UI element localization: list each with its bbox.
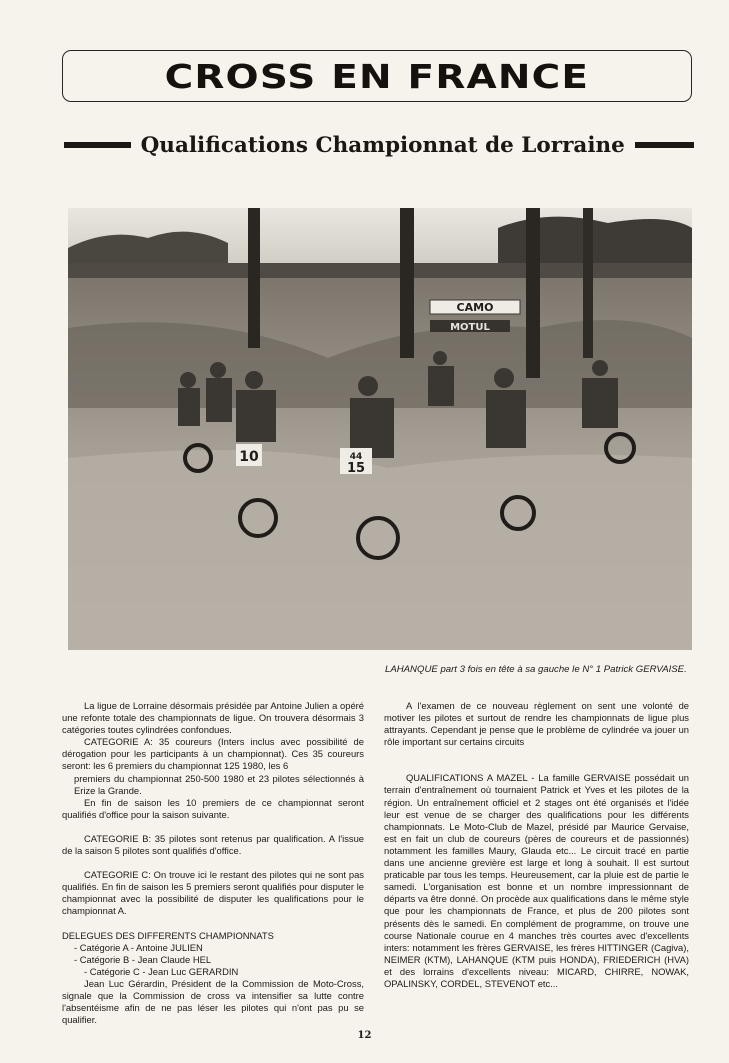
intro-paragraph: La ligue de Lorraine désormais présidée par Antoine Julien a opéré une refonte totale des championnats de ligue. On trouvera désormais 3 catégories toutes cylindrées confondues. [62, 700, 364, 736]
left-column [62, 700, 364, 1026]
subtitle-row [64, 128, 694, 162]
category-c-paragraph: CATEGORIE C: On trouve ici le restant des pilotes qui ne sont pas qualifiés. En fin de saison les 5 premiers seront qualifiés pour disputer le championnat avec la possibilité de disputer les qualifications pour le championnat A. [62, 869, 364, 917]
banner-camo: CAMO [456, 301, 494, 314]
category-a-paragraph: CATEGORIE A: 35 coureurs (Inters inclus avec possibilité de dérogation pour les participants à un championnat). Ces 35 coureurs seront: les 6 premiers du championnat 125 1980, les 6 [62, 736, 364, 772]
banner-motul: MOTUL [450, 322, 490, 333]
motocross-photo [68, 208, 692, 650]
closing-paragraph: Jean Luc Gérardin, Président de la Commission de Moto-Cross, signale que la Commission de cross va intensifier sa lutte contre l'absentéisme afin de ne pas léser les pilotes qui n'ont pas pu se qualifier. [62, 977, 364, 1026]
bib-number-2: 15 [346, 461, 366, 476]
photo-illustration [68, 208, 692, 650]
photo-caption: LAHANQUE part 3 fois en tête à sa gauche le N° 1 Patrick GERVAISE. [385, 664, 687, 675]
page-number: 12 [357, 1030, 372, 1041]
delegate-category-b: - Catégorie B - Jean Claude HEL [74, 953, 212, 965]
category-a-continued: premiers du championnat 250-500 1980 et 23 pilotes sélectionnés à Erize la Grande. [74, 772, 364, 796]
delegate-category-c: - Catégorie C - Jean Luc GERARDIN [84, 965, 239, 977]
delegate-category-a: - Catégorie A - Antoine JULIEN [74, 941, 203, 953]
header-title: CROSS EN FRANCE [164, 56, 590, 96]
subtitle-rule-right [635, 142, 694, 148]
qualifications-mazel-paragraph: QUALIFICATIONS A MAZEL - La famille GERVAISE possédait un terrain d'entraînement où tournaient Patrick et Yves et les pilotes de la région. Un entraînement officiel et 2 stages ont été organisés et l'idée leur est venue de se charger des qualifications pour les différents championnats. Le Moto-Club de Mazel, présidé par Maurice Gervaise, est en fait un club de coureurs (pères de coureurs et de passionnés) notamment les familles Maury, Glauda etc... Le circuit tracé en partie dans une ancienne grevière est large et long à souhait. Il est surtout praticable par tous les temps. Heureusement, car la pluie est de partie le samedi. L'organisation est bonne et un nombre impressionnant de départs va être donné. On procède aux qualifications dans le même style que pour les championnats de France, et plus de 200 pilotes sont présents dès le samedi. En complément de programme, on trouve une course Nationale courue en 4 manches très courtes avec d'excellents inters: notamment les frères GERVAISE, les frères HITTINGER (Cagiva), NEIMER (KTM), LAHANQUE (KTM puis HONDA), FRIEDERICH (HVA) et des lorrains d'excellents niveau: MICARD, CHIRRE, NOWAK, OPALINSKY, CORDEL, STEVENOT etc... [384, 772, 689, 989]
category-a-end: En fin de saison les 10 premiers de ce championnat seront qualifiés d'office pour la saison suivante. [62, 796, 364, 820]
delegates-title: DELEGUES DES DIFFERENTS CHAMPIONNATS [62, 929, 274, 941]
subtitle-rule-left [64, 142, 131, 148]
header-box [62, 50, 692, 102]
bib-number-1: 10 [239, 449, 259, 465]
article-subtitle: Qualifications Championnat de Lorraine [140, 132, 625, 158]
reglement-paragraph: A l'examen de ce nouveau règlement on sent une volonté de motiver les pilotes et surtout de rendre les championnats de ligue plus attrayants. Cependant je pense que le problème de cylindrée va jouer un rôle important sur certains circuits [384, 700, 689, 748]
category-b-paragraph: CATEGORIE B: 35 pilotes sont retenus par qualification. A l'issue de la saison 5 pilotes sont qualifiés d'office. [62, 832, 364, 857]
right-column [384, 700, 689, 990]
bib-number-2-top: 44 [349, 452, 363, 462]
